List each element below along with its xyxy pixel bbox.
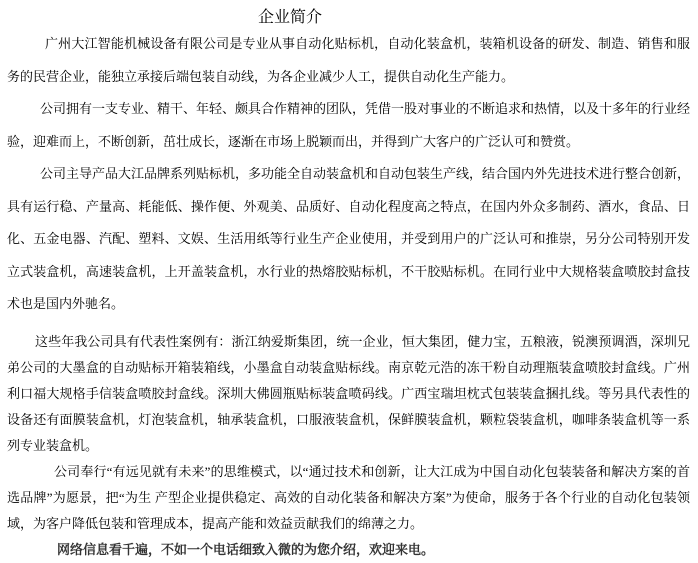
- cases-paragraph: 这些年我公司具有代表性案例有：浙江纳爱斯集团，统一企业，恒大集团，健力宝，五粮液，锐澳预调酒，深圳兄弟公司的大墨盒的自动贴标开箱装箱线，小墨盒自动装盒贴标线。南京乾元浩的冻干粉自动理瓶装盒喷胶封盒线。广州利口福大规格手信装盒喷胶封盒线。深圳大佛圆瓶贴标装盒喷码线。广西宝瑞坦枕式包装装盒捆扎线。等另具代表性的设备还有面膜装盒机，灯泡装盒机，轴承装盒机，口服液装盒机，保鲜膜装盒机，颗粒袋装盒机，咖啡条装盒机等一系列专业装盒机。: [7, 333, 690, 453]
- products-paragraph: 公司主导产品大江品牌系列贴标机，多功能全自动装盒机和自动包装生产线，结合国内外先进技术进行整合创新，具有运行稳、产量高、耗能低、操作便、外观美、品质好、自动化程度高之特点，在国内外众多制药、酒水，食品、日化、五金电器、汽配、塑料、文娱、生活用纸等行业生产企业使用，并受到用户的广泛认可和推崇，另分公司特别开发立式装盒机，高速装盒机，上开盖装盒机，水行业的热熔胶贴标机，不干胶贴标机。在同行业中大规格装盒喷胶封盒技术也是国内外驰名。: [7, 166, 691, 311]
- page-title: 企业简介: [257, 9, 322, 26]
- company-intro-paragraph: 广州大江智能机械设备有限公司是专业从事自动化贴标机，自动化装盒机，装箱机设备的研发、制造、销售和服务的民营企业，能独立承接后端包装自动线，为各企业减少人工，提供自动化生产能力。: [7, 36, 690, 84]
- contact-cta-line: 网络信息看千遍，不如一个电话细致入微的为您介绍，欢迎来电。: [57, 541, 435, 557]
- philosophy-paragraph: 公司奉行“有远见就有未来”的思维模式，以“通过技术和创新，让大江成为中国自动化包装装备和解决方案的首选品牌”为愿景，把“为生 产型企业提供稳定、高效的自动化装备和解决方案”为使命，服务于各个行业的自动化包装领域，为客户降低包装和管理成本，提高产能和效益贡献我们的绵薄之力。: [7, 463, 690, 531]
- team-paragraph: 公司拥有一支专业、精干、年轻、颇具合作精神的团队，凭借一股对事业的不断追求和热情，以及十多年的行业经验，迎难而上，不断创新，茁壮成长，逐渐在市场上脱颖而出，并得到广大客户的广泛认可和赞赏。: [7, 101, 691, 149]
